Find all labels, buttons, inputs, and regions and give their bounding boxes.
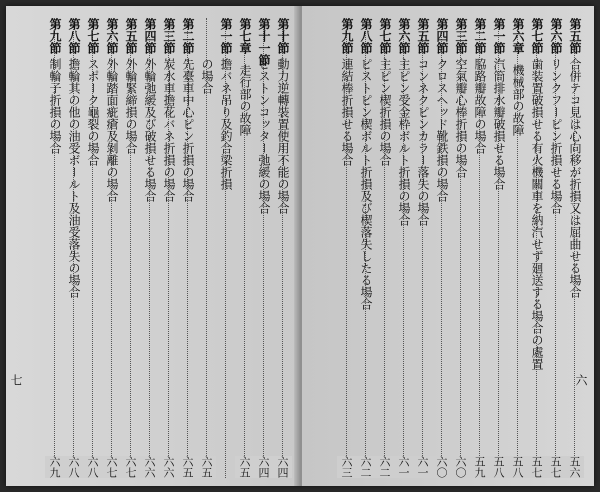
section-number: 第七節 xyxy=(530,18,544,54)
section-number: 第四節 xyxy=(143,18,157,54)
toc-entry xyxy=(565,18,584,478)
section-number: 第七節 xyxy=(86,18,100,54)
section-title: の場合 xyxy=(200,58,214,94)
section-number: 第六節 xyxy=(397,18,411,54)
section-title: 脇路瓣故障の場合 xyxy=(473,58,487,154)
section-title: ピストンコッター弛緩の場合 xyxy=(257,58,271,214)
page-number: 六二 xyxy=(356,456,375,478)
toc-entry xyxy=(216,18,235,478)
toc-entry xyxy=(527,18,546,478)
section-title: ピストピン楔ボルト折損及び楔落失したる場合 xyxy=(359,58,373,310)
chapter-number: 第六章 xyxy=(511,18,525,54)
toc-entry xyxy=(394,18,413,478)
section-number: 第八節 xyxy=(67,18,81,54)
page-number: 六二 xyxy=(375,456,394,478)
section-number: 第六節 xyxy=(105,18,119,54)
page-number: 五七 xyxy=(546,456,565,478)
toc-entry xyxy=(273,18,292,478)
section-title: 主ピン楔折損の場合 xyxy=(378,58,392,166)
toc-entry xyxy=(432,18,451,478)
toc-entry xyxy=(45,18,64,478)
section-title: 主ピン受金枠ボルト折損の場合 xyxy=(397,58,411,226)
section-title: 空氣瓣心棒折損の場合 xyxy=(454,58,468,178)
toc-entry xyxy=(375,18,394,478)
section-title: クロスヘッド靴鉄損の場合 xyxy=(435,58,449,202)
right-toc-columns xyxy=(337,18,584,478)
section-number: 第二節 xyxy=(181,18,195,54)
section-title: リンクフーピン折損せる場合 xyxy=(549,58,563,214)
chapter-title: 機械部の故障 xyxy=(511,64,525,136)
section-number: 第三節 xyxy=(162,18,176,54)
toc-entry xyxy=(197,18,216,478)
page-number: 六四 xyxy=(273,456,292,478)
section-number: 第五節 xyxy=(416,18,430,54)
section-number: 第一節 xyxy=(492,18,506,54)
page-number: 六七 xyxy=(102,456,121,478)
section-title: 汽筒排水瓣破損せる場合 xyxy=(492,58,506,190)
section-number: 第九節 xyxy=(48,18,62,54)
toc-entry xyxy=(121,18,140,478)
page-number: 六一 xyxy=(413,456,432,478)
section-number: 第十節 xyxy=(276,18,290,54)
page-number: 五八 xyxy=(489,456,508,478)
section-title: 連結棒折損せる場合 xyxy=(340,58,354,166)
section-number: 第一節 xyxy=(219,18,233,54)
toc-entry xyxy=(470,18,489,478)
right-page xyxy=(302,6,594,486)
section-title: 歯装置破損せる有火機關車を納汽せず廻送する場合の處置 xyxy=(530,58,544,370)
toc-entry xyxy=(546,18,565,478)
toc-entry xyxy=(140,18,159,478)
toc-entry xyxy=(356,18,375,478)
toc-entry xyxy=(337,18,356,478)
toc-entry xyxy=(64,18,83,478)
toc-entry xyxy=(451,18,470,478)
page-number: 六八 xyxy=(64,456,83,478)
section-title: 合併テコ見は心向移が折損又は屈曲せる場合 xyxy=(568,58,582,298)
toc-entry xyxy=(489,18,508,478)
page-number: 六三 xyxy=(337,456,356,478)
section-title: コンネクピンカラー落失の場合 xyxy=(416,58,430,226)
section-number: 第十一節 xyxy=(257,18,271,66)
right-folio: 六 xyxy=(574,374,588,386)
page-number: 六〇 xyxy=(451,456,470,478)
toc-entry xyxy=(83,18,102,478)
toc-entry xyxy=(102,18,121,478)
page-number: 六九 xyxy=(45,456,64,478)
chapter-title: 走行部の故障 xyxy=(238,64,252,136)
section-number: 第四節 xyxy=(435,18,449,54)
page-number: 六五 xyxy=(178,456,197,478)
page-number: 六六 xyxy=(140,456,159,478)
page-number: 六五 xyxy=(197,456,216,478)
section-title: 擔輪其の他の油受ボールト及油受落失の場合 xyxy=(67,58,81,298)
page-number: 五七 xyxy=(527,456,546,478)
toc-entry xyxy=(178,18,197,478)
toc-entry xyxy=(159,18,178,478)
section-number: 第二節 xyxy=(473,18,487,54)
section-number: 第三節 xyxy=(454,18,468,54)
section-number: 第七節 xyxy=(378,18,392,54)
section-title: 外輪踏面疵瘡及剝離の場合 xyxy=(105,58,119,202)
page-number: 六四 xyxy=(254,456,273,478)
section-number: 第八節 xyxy=(359,18,373,54)
toc-entry xyxy=(508,18,527,478)
toc-entry xyxy=(254,18,273,478)
book-spread xyxy=(6,6,594,486)
section-title: 動力逆轉裝置使用不能の場合 xyxy=(276,58,290,214)
section-title: 擔バネ吊り及釣合梁折損 xyxy=(219,58,233,190)
section-title: 炭水車擔花バネ折損の場合 xyxy=(162,58,176,202)
page-number: 六七 xyxy=(121,456,140,478)
page-number: 六八 xyxy=(83,456,102,478)
left-toc-columns xyxy=(45,18,292,478)
chapter-number: 第七章 xyxy=(238,18,252,54)
section-number: 第九節 xyxy=(340,18,354,54)
toc-entry xyxy=(235,18,254,478)
page-number: 六五 xyxy=(235,456,254,478)
section-title: 制輪子折損の場合 xyxy=(48,58,62,154)
page-number: 六〇 xyxy=(432,456,451,478)
section-number: 第五節 xyxy=(568,18,582,54)
page-number: 五九 xyxy=(470,456,489,478)
section-number: 第六節 xyxy=(549,18,563,54)
page-number: 五六 xyxy=(565,456,584,478)
left-page xyxy=(6,6,298,486)
section-title: 先臺車中心ピン折損の場合 xyxy=(181,58,195,202)
section-number: 第五節 xyxy=(124,18,138,54)
page-number: 六一 xyxy=(394,456,413,478)
page-number: 五八 xyxy=(508,456,527,478)
toc-entry xyxy=(413,18,432,478)
section-title: スポーク龜裂の場合 xyxy=(86,58,100,166)
section-title: 外輪弛緩及び破損せる場合 xyxy=(143,58,157,202)
left-folio: 七 xyxy=(9,374,23,386)
page-number: 六六 xyxy=(159,456,178,478)
section-title: 外輪緊締損の場合 xyxy=(124,58,138,154)
